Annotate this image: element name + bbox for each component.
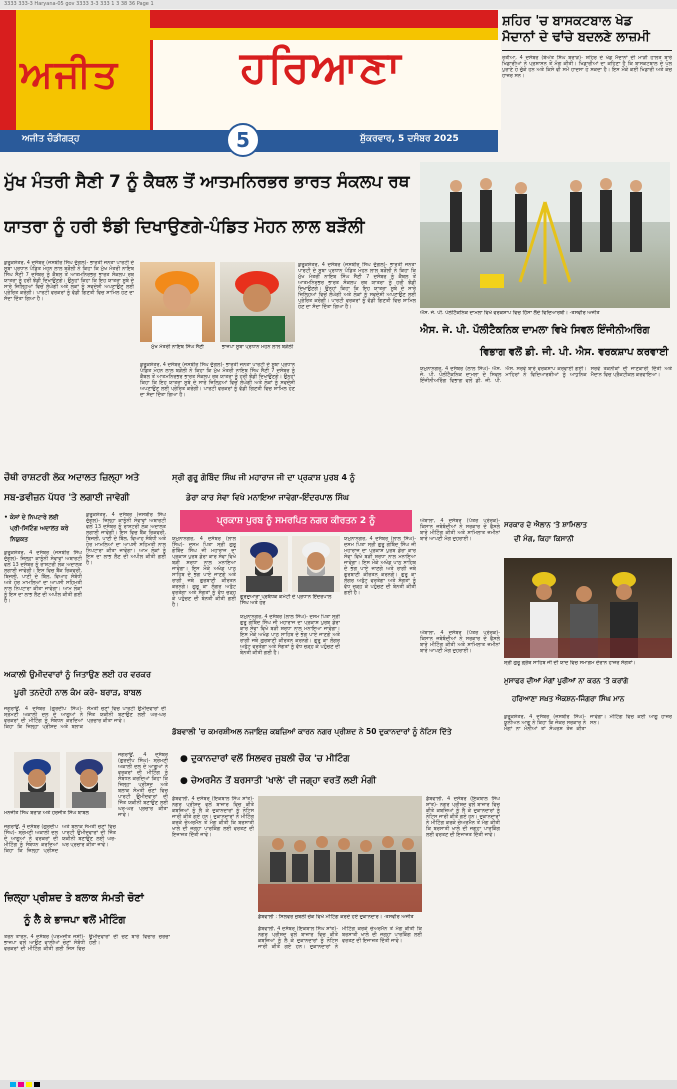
person-photo-icon — [240, 536, 288, 592]
headline-line-2: ਸਬ-ਡਵੀਜ਼ਨ ਪੱਧਰ 'ਤੇ ਲਗਾਈ ਜਾਵੇਗੀ — [4, 493, 130, 503]
subhead-line: • ਕੇਸਾਂ ਦੇ ਨਿਪਟਾਰੇ ਲਈ — [4, 514, 59, 521]
article-body: ਯਮੁਨਾਨਗਰ, 4 ਦਸੰਬਰ (ਲਾਲ ਸਿੰਘ)- ਦਸਮ ਪਿਤਾ ਸ੍ਰੀ ਗੁਰੂ ਗੋਬਿੰਦ ਸਿੰਘ ਜੀ ਮਹਾਰਾਜ ਦਾ ਪ੍ਰਕਾਸ਼ ਪੁਰਬ ਡੇਰਾ ਕਾਰ ਸੇਵਾ ਵਿਖੇ ਬੜੀ ਸ਼ਰਧਾ ਨਾਲ ਮਨਾਇਆ ਜਾਵੇਗਾ। ਇਸ ਮੌਕੇ ਅਖੰਡ ਪਾਠ ਸਾਹਿਬ ਦੇ ਭੋਗ ਪਾਏ ਜਾਣਗੇ ਅਤੇ ਰਾਗੀ ਜਥੇ ਗੁਰਬਾਣੀ ਕੀਰਤਨ ਕਰਨਗੇ। ਗੁਰੂ ਕਾ ਲੰਗਰ ਅਤੁੱਟ ਵਰਤੇਗਾ ਅਤੇ ਸੰਗਤਾਂ ਨੂੰ ਵੱਧ ਚੜ੍ਹ ਕੇ ਪਹੁੰਚਣ ਦੀ ਬੇਨਤੀ ਕੀਤੀ ਗਈ ਹੈ। — [172, 536, 236, 608]
article-body: ਕੁਰੂਕਸ਼ੇਤਰ, 4 ਦਸੰਬਰ (ਜਸਬੀਰ ਸਿੰਘ ਦੁੱਗਲ)- ਭਾਰਤੀ ਜਨਤਾ ਪਾਰਟੀ ਦੇ ਸੂਬਾ ਪ੍ਰਧਾਨ ਪੰਡਿਤ ਮੋਹਨ ਲਾਲ ਬੜੌਲੀ ਨੇ ਕਿਹਾ ਕਿ ਮੁੱਖ ਮੰਤਰੀ ਨਾਇਬ ਸਿੰਘ ਸੈਣੀ 7 ਦਸੰਬਰ ਨੂੰ ਕੈਥਲ ਤੋਂ ਆਤਮਨਿਰਭਰ ਭਾਰਤ ਸੰਕਲਪ ਰਥ ਯਾਤਰਾ ਨੂੰ ਹਰੀ ਝੰਡੀ ਦਿਖਾਉਣਗੇ। ਉਨ੍ਹਾਂ ਕਿਹਾ ਕਿ ਇਹ ਯਾਤਰਾ ਸੂਬੇ ਦੇ ਸਾਰੇ ਜ਼ਿਲ੍ਹਿਆਂ ਵਿਚੋਂ ਲੰਘੇਗੀ ਅਤੇ ਲੋਕਾਂ ਨੂੰ ਸਵਦੇਸ਼ੀ ਅਪਣਾਉਣ ਲਈ ਪ੍ਰੇਰਿਤ ਕਰੇਗੀ। ਪਾਰਟੀ ਵਰਕਰਾਂ ਨੂੰ ਵੱਡੀ ਗਿਣਤੀ ਵਿਚ ਸ਼ਾਮਿਲ ਹੋਣ ਦਾ ਸੱਦਾ ਦਿੱਤਾ ਗਿਆ ਹੈ। — [140, 362, 295, 398]
zila-headline — [4, 888, 170, 932]
bullet-line — [180, 748, 500, 770]
bullet-text: ਦੁਕਾਨਦਾਰਾਂ ਵਲੋਂ ਸਿਲਵਰ ਜੁਬਲੀ ਚੌਕ 'ਚ ਮੀਟਿੰਗ — [191, 754, 350, 764]
gurpurab-photo-1 — [240, 536, 288, 592]
gurpurab-banner — [180, 510, 412, 532]
article-body: ਕੁਰੂਕਸ਼ੇਤਰ, 4 ਦਸੰਬਰ (ਜਸਬੀਰ ਸਿੰਘ ਦੁੱਗਲ)- ਭਾਰਤੀ ਜਨਤਾ ਪਾਰਟੀ ਦੇ ਸੂਬਾ ਪ੍ਰਧਾਨ ਪੰਡਿਤ ਮੋਹਨ ਲਾਲ ਬੜੌਲੀ ਨੇ ਕਿਹਾ ਕਿ ਮੁੱਖ ਮੰਤਰੀ ਨਾਇਬ ਸਿੰਘ ਸੈਣੀ 7 ਦਸੰਬਰ ਨੂੰ ਕੈਥਲ ਤੋਂ ਆਤਮਨਿਰਭਰ ਭਾਰਤ ਸੰਕਲਪ ਰਥ ਯਾਤਰਾ ਨੂੰ ਹਰੀ ਝੰਡੀ ਦਿਖਾਉਣਗੇ। ਉਨ੍ਹਾਂ ਕਿਹਾ ਕਿ ਇਹ ਯਾਤਰਾ ਸੂਬੇ ਦੇ ਸਾਰੇ ਜ਼ਿਲ੍ਹਿਆਂ ਵਿਚੋਂ ਲੰਘੇਗੀ ਅਤੇ ਲੋਕਾਂ ਨੂੰ ਸਵਦੇਸ਼ੀ ਅਪਣਾਉਣ ਲਈ ਪ੍ਰੇਰਿਤ ਕਰੇਗੀ। ਪਾਰਟੀ ਵਰਕਰਾਂ ਨੂੰ ਵੱਡੀ ਗਿਣਤੀ ਵਿਚ ਸ਼ਾਮਿਲ ਹੋਣ ਦਾ ਸੱਦਾ ਦਿੱਤਾ ਗਿਆ ਹੈ। — [298, 262, 416, 310]
brand-haryana: ਹਰਿਆਣਾ — [240, 42, 402, 93]
headline-line-2: ਹਰਿਆਣਾ ਸਖ਼ਤ ਐਕਸ਼ਨ-ਜਿੰਗਰਾ ਸਿੰਘ ਮਾਨ — [512, 695, 625, 703]
headline-line-2: ਵਿਭਾਗ ਵਲੋਂ ਡੀ. ਜੀ. ਪੀ. ਐਸ. ਵਰਕਸ਼ਾਪ ਕਰਵਾਈ — [480, 347, 669, 358]
bullet-icon: ● — [180, 776, 191, 786]
samagam-photo — [504, 558, 672, 658]
photo-caption: ਮਨਜੀਤ ਸਿੰਘ ਬਰਾੜ ਅਤੇ ਹਰਜੀਤ ਸਿੰਘ ਬਾਬਲ — [4, 810, 89, 816]
cm-photo — [140, 262, 215, 342]
article-body: ਕੁਰੂਕਸ਼ੇਤਰ, 4 ਦਸੰਬਰ (ਜਸਬੀਰ ਸਿੰਘ)- ਯੂਨੀਅਨ ਆਗੂ ਨੇ ਕਿਹਾ ਕਿ ਜੇਕਰ ਸਰਕਾਰ ਨੇ ਮੰਗਾਂ ਨਾ ਮੰਨੀਆਂ ਤਾਂ ਸੰਘਰਸ਼ ਤੇਜ਼ ਕੀਤਾ ਜਾਵੇਗਾ। ਮੀਟਿੰਗ ਵਿਚ ਕਈ ਆਗੂ ਹਾਜ਼ਰ ਸਨ। — [504, 714, 672, 732]
headline-line-1: ਸ੍ਰੀ ਗੁਰੂ ਗੋਬਿੰਦ ਸਿੰਘ ਜੀ ਮਹਾਰਾਜ ਜੀ ਦਾ ਪ੍ਰਕਾਸ਼ ਪੁਰਬ 4 ਨੂੰ — [172, 473, 356, 482]
subhead-line: ਪ੍ਰੀ-ਸਿਟਿੰਗ ਅਦਾਲਤ ਕਰੇ — [10, 525, 69, 532]
photo-caption: ਭਾਜਪਾ ਸੂਬਾ ਪ੍ਰਧਾਨ ਮੋਹਨ ਲਾਲ ਬੜੌਲੀ — [221, 344, 294, 350]
gurpurab-body-mid — [240, 614, 340, 716]
article-body: ਅੰਬਾਲਾ, 4 ਦਸੰਬਰ (ਪੱਤਰ ਪ੍ਰੇਰਕ)- ਕਿਸਾਨ ਜਥੇਬੰਦੀਆਂ ਨੇ ਸਰਕਾਰ ਦੇ ਫੈਸਲੇ ਬਾਰੇ ਮੀਟਿੰਗ ਕੀਤੀ ਅਤੇ ਸ਼ਾਮਿਲਾਤ ਜ਼ਮੀਨਾਂ ਬਾਰੇ ਆਪਣੀ ਮੰਗ ਦੁਹਰਾਈ। — [420, 518, 500, 542]
headline-line-1: ਅਕਾਲੀ ਉਮੀਦਵਾਰਾਂ ਨੂੰ ਜਿਤਾਉਣ ਲਈ ਹਰ ਵਰਕਰ — [4, 670, 151, 679]
person-photo-icon — [292, 536, 340, 592]
page-number-badge — [226, 123, 260, 157]
subhead-line: ਨਿਯੁਕਤ — [10, 536, 29, 543]
lok-adalat-subhead — [4, 512, 82, 548]
article-body: ਕੁਰੂਕਸ਼ੇਤਰ, 4 ਦਸੰਬਰ (ਜਸਬੀਰ ਸਿੰਘ ਦੁੱਗਲ)- ਜ਼ਿਲ੍ਹਾ ਕਾਨੂੰਨੀ ਸੇਵਾਵਾਂ ਅਥਾਰਟੀ ਵਲੋਂ 13 ਦਸੰਬਰ ਨੂੰ ਰਾਸ਼ਟਰੀ ਲੋਕ ਅਦਾਲਤ ਲਗਾਈ ਜਾਵੇਗੀ। ਇਸ ਵਿਚ ਬੈਂਕ ਰਿਕਵਰੀ, ਬਿਜਲੀ, ਪਾਣੀ ਦੇ ਬਿੱਲ, ਵਿਆਹ ਸੰਬੰਧੀ ਅਤੇ ਹੋਰ ਮਾਮਲਿਆਂ ਦਾ ਆਪਸੀ ਸਹਿਮਤੀ ਨਾਲ ਨਿਪਟਾਰਾ ਕੀਤਾ ਜਾਵੇਗਾ। ਆਮ ਲੋਕਾਂ ਨੂੰ ਇਸ ਦਾ ਲਾਭ ਲੈਣ ਦੀ ਅਪੀਲ ਕੀਤੀ ਗਈ ਹੈ। — [86, 512, 166, 566]
article-body: ਯਮੁਨਾਨਗਰ, 4 ਦਸੰਬਰ (ਲਾਲ ਸਿੰਘ)- ਦਸਮ ਪਿਤਾ ਸ੍ਰੀ ਗੁਰੂ ਗੋਬਿੰਦ ਸਿੰਘ ਜੀ ਮਹਾਰਾਜ ਦਾ ਪ੍ਰਕਾਸ਼ ਪੁਰਬ ਡੇਰਾ ਕਾਰ ਸੇਵਾ ਵਿਖੇ ਬੜੀ ਸ਼ਰਧਾ ਨਾਲ ਮਨਾਇਆ ਜਾਵੇਗਾ। ਇਸ ਮੌਕੇ ਅਖੰਡ ਪਾਠ ਸਾਹਿਬ ਦੇ ਭੋਗ ਪਾਏ ਜਾਣਗੇ ਅਤੇ ਰਾਗੀ ਜਥੇ ਗੁਰਬਾਣੀ ਕੀਰਤਨ ਕਰਨਗੇ। ਗੁਰੂ ਕਾ ਲੰਗਰ ਅਤੁੱਟ ਵਰਤੇਗਾ ਅਤੇ ਸੰਗਤਾਂ ਨੂੰ ਵੱਧ ਚੜ੍ਹ ਕੇ ਪਹੁੰਚਣ ਦੀ ਬੇਨਤੀ ਕੀਤੀ ਗਈ ਹੈ। — [240, 614, 340, 656]
article-body: ਤਰਨ ਤਾਰਨ, 4 ਦਸੰਬਰ (ਪਰਮਜੀਤ ਜੋਸ਼ੀ)- ਭਾਜਪਾ ਵਲੋਂ ਆਉਣ ਵਾਲੀਆਂ ਚੋਣਾਂ ਸੰਬੰਧੀ ਵਰਕਰਾਂ ਦੀ ਮੀਟਿੰਗ ਕੀਤੀ ਗਈ ਜਿਸ ਵਿਚ ਉਮੀਦਵਾਰਾਂ ਦੀ ਚੋਣ ਬਾਰੇ ਵਿਚਾਰ ਚਰਚਾ ਹੋਈ। — [4, 934, 170, 952]
bullet-icon: ● — [180, 754, 191, 764]
headline-line-1: ਮੁਸਾਫਰ ਦੀਆਂ ਮੰਗਾਂ ਪੂਰੀਆਂ ਨਾ ਕਰਨ 'ਤੇ ਕਰਾਂਗੇ — [504, 677, 629, 685]
top-right-story — [502, 14, 672, 164]
headline-line-1: ਐਸ. ਜੇ. ਪੀ. ਪੌਲੀਟੈਕਨਿਕ ਦਾਮਲਾ ਵਿਖੇ ਸਿਵਲ ਇੰਜੀਨੀਅਰਿੰਗ — [420, 325, 650, 336]
photo-caption: ਗੁਰਦੁਆਰਾ ਪ੍ਰਬੰਧਕ ਕਮੇਟੀ ਦੇ ਪ੍ਰਧਾਨ ਇੰਦਰਪਾਲ ਸਿੰਘ ਅਤੇ ਹੋਰ — [240, 594, 332, 606]
headline-line-1: ਸਰਕਾਰ ਦੇ ਐਲਾਨ 'ਤੇ ਸ਼ਾਮਿਲਾਤ — [504, 521, 587, 529]
shop-bullets — [180, 748, 500, 792]
article-body: ਜਗਰਾਉਂ, 4 ਦਸੰਬਰ (ਗੁਰਦੀਪ ਸਿੰਘ)- ਸ਼੍ਰੋਮਣੀ ਅਕਾਲੀ ਦਲ ਦੇ ਆਗੂਆਂ ਨੇ ਵਰਕਰਾਂ ਦੀ ਮੀਟਿੰਗ ਨੂੰ ਸੰਬੋਧਨ ਕਰਦਿਆਂ ਕਿਹਾ ਕਿ ਜ਼ਿਲ੍ਹਾ ਪ੍ਰੀਸ਼ਦ ਅਤੇ ਬਲਾਕ ਸੰਮਤੀ ਚੋਣਾਂ ਵਿਚ ਪਾਰਟੀ ਉਮੀਦਵਾਰਾਂ ਦੀ ਜਿੱਤ ਯਕੀਨੀ ਬਣਾਉਣ ਲਈ ਘਰ-ਘਰ ਪ੍ਰਚਾਰ ਕੀਤਾ ਜਾਵੇ। — [4, 824, 116, 854]
akali-headline — [4, 666, 166, 704]
gurpurab-body-right — [344, 536, 416, 716]
headline-line-1: ਚੌਥੀ ਰਾਸ਼ਟਰੀ ਲੋਕ ਅਦਾਲਤ ਜ਼ਿਲ੍ਹਾ ਅਤੇ — [4, 473, 140, 483]
color-swatch — [34, 1082, 40, 1087]
photo-caption: ਮੁੱਖ ਮੰਤਰੀ ਨਾਇਬ ਸਿੰਘ ਸੈਣੀ — [151, 344, 204, 350]
article-body: ਯਮੁਨਾਨਗਰ, 4 ਦਸੰਬਰ (ਲਾਲ ਸਿੰਘ)- ਐਸ. ਜੇ. ਪੀ. ਪੌਲੀਟੈਕਨਿਕ ਦਾਮਲਾ ਦੇ ਸਿਵਲ ਇੰਜੀਨੀਅਰਿੰਗ ਵਿਭਾਗ ਵਲੋਂ ਡੀ. ਜੀ. ਪੀ. ਐਸ. ਸਰਵੇ ਬਾਰੇ ਵਰਕਸ਼ਾਪ ਕਰਵਾਈ ਗਈ। ਮਾਹਿਰਾਂ ਨੇ ਵਿਦਿਆਰਥੀਆਂ ਨੂੰ ਆਧੁਨਿਕ ਸਰਵੇ ਤਕਨੀਕਾਂ ਦੀ ਜਾਣਕਾਰੀ ਦਿੱਤੀ ਅਤੇ ਮੈਦਾਨ ਵਿਚ ਪ੍ਰੈਕਟੀਕਲ ਕਰਵਾਇਆ। — [420, 366, 672, 384]
article-body: ਜਗਰਾਉਂ, 4 ਦਸੰਬਰ (ਗੁਰਦੀਪ ਸਿੰਘ)- ਸ਼੍ਰੋਮਣੀ ਅਕਾਲੀ ਦਲ ਦੇ ਆਗੂਆਂ ਨੇ ਵਰਕਰਾਂ ਦੀ ਮੀਟਿੰਗ ਨੂੰ ਸੰਬੋਧਨ ਕਰਦਿਆਂ ਕਿਹਾ ਕਿ ਜ਼ਿਲ੍ਹਾ ਪ੍ਰੀਸ਼ਦ ਅਤੇ ਬਲਾਕ ਸੰਮਤੀ ਚੋਣਾਂ ਵਿਚ ਪਾਰਟੀ ਉਮੀਦਵਾਰਾਂ ਦੀ ਜਿੱਤ ਯਕੀਨੀ ਬਣਾਉਣ ਲਈ ਘਰ-ਘਰ ਪ੍ਰਚਾਰ ਕੀਤਾ ਜਾਵੇ। — [4, 706, 166, 730]
color-strip — [0, 1080, 677, 1089]
article-body: ਡੱਬਵਾਲੀ, 4 ਦਸੰਬਰ (ਇਕਬਾਲ ਸਿੰਘ ਸ਼ਾਂਤ)- ਨਗਰ ਪ੍ਰੀਸ਼ਦ ਵਲੋਂ ਬਾਜ਼ਾਰ ਵਿਚ ਕੀਤੇ ਕਬਜ਼ਿਆਂ ਨੂੰ ਲੈ ਕੇ ਦੁਕਾਨਦਾਰਾਂ ਨੂੰ ਨੋਟਿਸ ਜਾਰੀ ਕੀਤੇ ਗਏ ਹਨ। ਦੁਕਾਨਦਾਰਾਂ ਨੇ ਮੀਟਿੰਗ ਕਰਕੇ ਚੇਅਰਮੈਨ ਤੋਂ ਮੰਗ ਕੀਤੀ ਕਿ ਬਰਸਾਤੀ ਖਾਲੇ ਦੀ ਜਗ੍ਹਾ ਪਾਰਕਿੰਗ ਲਈ ਵਰਤਣ ਦੀ ਇਜਾਜ਼ਤ ਦਿੱਤੀ ਜਾਵੇ। — [172, 796, 254, 838]
zila-body — [4, 934, 170, 1074]
issue-date: ਸ਼ੁੱਕਰਵਾਰ, 5 ਦਸੰਬਰ 2025 — [360, 134, 459, 144]
headline-line-2: ਨੂੰ ਲੈ ਕੇ ਭਾਜਪਾ ਵਲੋਂ ਮੀਟਿੰਗ — [24, 915, 126, 926]
shop-headline — [172, 718, 500, 746]
article-body: ਯਮੁਨਾਨਗਰ, 4 ਦਸੰਬਰ (ਲਾਲ ਸਿੰਘ)- ਦਸਮ ਪਿਤਾ ਸ੍ਰੀ ਗੁਰੂ ਗੋਬਿੰਦ ਸਿੰਘ ਜੀ ਮਹਾਰਾਜ ਦਾ ਪ੍ਰਕਾਸ਼ ਪੁਰਬ ਡੇਰਾ ਕਾਰ ਸੇਵਾ ਵਿਖੇ ਬੜੀ ਸ਼ਰਧਾ ਨਾਲ ਮਨਾਇਆ ਜਾਵੇਗਾ। ਇਸ ਮੌਕੇ ਅਖੰਡ ਪਾਠ ਸਾਹਿਬ ਦੇ ਭੋਗ ਪਾਏ ਜਾਣਗੇ ਅਤੇ ਰਾਗੀ ਜਥੇ ਗੁਰਬਾਣੀ ਕੀਰਤਨ ਕਰਨਗੇ। ਗੁਰੂ ਕਾ ਲੰਗਰ ਅਤੁੱਟ ਵਰਤੇਗਾ ਅਤੇ ਸੰਗਤਾਂ ਨੂੰ ਵੱਧ ਚੜ੍ਹ ਕੇ ਪਹੁੰਚਣ ਦੀ ਬੇਨਤੀ ਕੀਤੀ ਗਈ ਹੈ। — [344, 536, 416, 596]
polytechnic-headline — [420, 320, 672, 364]
right-mid-headline — [504, 518, 672, 558]
headline-line-2: ਡੇਰਾ ਕਾਰ ਸੇਵਾ ਵਿਖੇ ਮਨਾਇਆ ਜਾਵੇਗਾ-ਇੰਦਰਪਾਲ ਸਿੰਘ — [186, 493, 349, 502]
akali-photo-1 — [14, 752, 60, 808]
headline-line-2: ਯਾਤਰਾ ਨੂੰ ਹਰੀ ਝੰਡੀ ਦਿਖਾਉਣਗੇ-ਪੰਡਿਤ ਮੋਹਨ ਲਾਲ ਬੜੌਲੀ — [4, 217, 365, 237]
article-body: ਡੱਬਵਾਲੀ, 4 ਦਸੰਬਰ (ਇਕਬਾਲ ਸਿੰਘ ਸ਼ਾਂਤ)- ਨਗਰ ਪ੍ਰੀਸ਼ਦ ਵਲੋਂ ਬਾਜ਼ਾਰ ਵਿਚ ਕੀਤੇ ਕਬਜ਼ਿਆਂ ਨੂੰ ਲੈ ਕੇ ਦੁਕਾਨਦਾਰਾਂ ਨੂੰ ਨੋਟਿਸ ਜਾਰੀ ਕੀਤੇ ਗਏ ਹਨ। ਦੁਕਾਨਦਾਰਾਂ ਨੇ ਮੀਟਿੰਗ ਕਰਕੇ ਚੇਅਰਮੈਨ ਤੋਂ ਮੰਗ ਕੀਤੀ ਕਿ ਬਰਸਾਤੀ ਖਾਲੇ ਦੀ ਜਗ੍ਹਾ ਪਾਰਕਿੰਗ ਲਈ ਵਰਤਣ ਦੀ ਇਜਾਜ਼ਤ ਦਿੱਤੀ ਜਾਵੇ। — [258, 926, 422, 950]
person-photo-icon — [14, 752, 60, 808]
gurpurab-photo-2 — [292, 536, 340, 592]
masthead-red-top — [150, 10, 498, 28]
lead-body-mid — [140, 362, 295, 460]
edition-label: ਅਜੀਤ ਚੰਡੀਗੜ੍ਹ — [22, 134, 80, 144]
right-bottom-body — [504, 714, 672, 1074]
lead-body-left — [4, 260, 134, 460]
page-number: 5 — [236, 128, 250, 152]
barauli-photo — [220, 262, 295, 342]
photo-caption: ਸ਼੍ਰੀ ਗੁਰੂ ਗ੍ਰੰਥ ਸਾਹਿਬ ਜੀ ਦੀ ਯਾਦ ਵਿਚ ਸਮਾਗਮ ਦੌਰਾਨ ਹਾਜ਼ਰ ਸੰਗਤਾਂ। — [504, 660, 636, 666]
akali-body-right — [118, 752, 168, 882]
article-body: ਡੱਬਵਾਲੀ, 4 ਦਸੰਬਰ (ਇਕਬਾਲ ਸਿੰਘ ਸ਼ਾਂਤ)- ਨਗਰ ਪ੍ਰੀਸ਼ਦ ਵਲੋਂ ਬਾਜ਼ਾਰ ਵਿਚ ਕੀਤੇ ਕਬਜ਼ਿਆਂ ਨੂੰ ਲੈ ਕੇ ਦੁਕਾਨਦਾਰਾਂ ਨੂੰ ਨੋਟਿਸ ਜਾਰੀ ਕੀਤੇ ਗਏ ਹਨ। ਦੁਕਾਨਦਾਰਾਂ ਨੇ ਮੀਟਿੰਗ ਕਰਕੇ ਚੇਅਰਮੈਨ ਤੋਂ ਮੰਗ ਕੀਤੀ ਕਿ ਬਰਸਾਤੀ ਖਾਲੇ ਦੀ ਜਗ੍ਹਾ ਪਾਰਕਿੰਗ ਲਈ ਵਰਤਣ ਦੀ ਇਜਾਜ਼ਤ ਦਿੱਤੀ ਜਾਵੇ। — [426, 796, 500, 838]
bullet-line — [180, 770, 500, 792]
lok-adalat-headline — [4, 468, 164, 508]
banner-text: ਪ੍ਰਕਾਸ਼ ਪੁਰਬ ਨੂੰ ਸਮਰਪਿਤ ਨਗਰ ਕੀਰਤਨ 2 ਨੂੰ — [216, 516, 376, 526]
headline-line-1: ਮੁੱਖ ਮੰਤਰੀ ਸੈਣੀ 7 ਨੂੰ ਕੈਥਲ ਤੋਂ ਆਤਮਨਿਰਭਰ ਭਾਰਤ ਸੰਕਲਪ ਰਥ — [4, 172, 410, 192]
gurpurab-headline — [172, 468, 416, 508]
right-mid-body-2 — [420, 630, 500, 730]
shop-meeting-photo — [258, 796, 422, 912]
akali-body — [4, 706, 166, 752]
polytechnic-body — [420, 366, 672, 516]
article-body: ਕੁਰੂਕਸ਼ੇਤਰ, 4 ਦਸੰਬਰ (ਜਸਬੀਰ ਸਿੰਘ ਦੁੱਗਲ)- ਭਾਰਤੀ ਜਨਤਾ ਪਾਰਟੀ ਦੇ ਸੂਬਾ ਪ੍ਰਧਾਨ ਪੰਡਿਤ ਮੋਹਨ ਲਾਲ ਬੜੌਲੀ ਨੇ ਕਿਹਾ ਕਿ ਮੁੱਖ ਮੰਤਰੀ ਨਾਇਬ ਸਿੰਘ ਸੈਣੀ 7 ਦਸੰਬਰ ਨੂੰ ਕੈਥਲ ਤੋਂ ਆਤਮਨਿਰਭਰ ਭਾਰਤ ਸੰਕਲਪ ਰਥ ਯਾਤਰਾ ਨੂੰ ਹਰੀ ਝੰਡੀ ਦਿਖਾਉਣਗੇ। ਉਨ੍ਹਾਂ ਕਿਹਾ ਕਿ ਇਹ ਯਾਤਰਾ ਸੂਬੇ ਦੇ ਸਾਰੇ ਜ਼ਿਲ੍ਹਿਆਂ ਵਿਚੋਂ ਲੰਘੇਗੀ ਅਤੇ ਲੋਕਾਂ ਨੂੰ ਸਵਦੇਸ਼ੀ ਅਪਣਾਉਣ ਲਈ ਪ੍ਰੇਰਿਤ ਕਰੇਗੀ। ਪਾਰਟੀ ਵਰਕਰਾਂ ਨੂੰ ਵੱਡੀ ਗਿਣਤੀ ਵਿਚ ਸ਼ਾਮਿਲ ਹੋਣ ਦਾ ਸੱਦਾ ਦਿੱਤਾ ਗਿਆ ਹੈ। — [4, 260, 134, 302]
color-swatch — [10, 1082, 16, 1087]
headline-line-2: ਪੂਰੀ ਤਨਦੇਹੀ ਨਾਲ ਕੰਮ ਕਰੇ- ਬਰਾੜ, ਬਾਬਲ — [14, 688, 142, 697]
lok-adalat-body-1 — [4, 550, 82, 662]
headline: ਮੈਦਾਨਾਂ ਦੇ ਢਾਂਚੇ ਬਦਲਣੇ ਲਾਜ਼ਮੀ — [502, 30, 650, 45]
polytechnic-photo — [420, 162, 670, 308]
headline-line-1: ਜ਼ਿਲ੍ਹਾ ਪ੍ਰੀਸ਼ਦ ਤੇ ਬਲਾਕ ਸੰਮਤੀ ਚੋਣਾਂ — [4, 893, 144, 904]
akali-photo-2 — [66, 752, 112, 808]
masthead — [0, 10, 498, 160]
right-bottom-headline — [504, 672, 672, 712]
shop-body-left — [172, 796, 254, 1074]
person-photo-icon — [140, 262, 215, 342]
headline-line: ਡੱਬਵਾਲੀ 'ਚ ਕਮਰਸ਼ੀਅਲ ਨਜਾਇਜ਼ ਕਬਜ਼ਿਆਂ ਕਾਰਨ ਨਗਰ ਪ੍ਰੀਸ਼ਦ ਨੇ 50 ਦੁਕਾਨਦਾਰਾਂ ਨੂੰ ਨੋਟਿਸ ਦਿੱਤੇ — [172, 727, 452, 736]
headline-line-2: ਦੀ ਮੰਗ, ਕਿਹਾ ਕਿਸਾਨੀ — [514, 535, 574, 543]
lok-adalat-body-2 — [86, 512, 166, 662]
print-strip: 3333 333-3 Haryana-05 gov 3333 3-3 333 1 3 38 36 Page 1 — [0, 0, 677, 9]
article-body: ਰਤੀਆ, 4 ਦਸੰਬਰ (ਬੇਅੰਤ ਸਿੰਘ ਬਰਾੜ)- ਸ਼ਹਿਰ ਦੇ ਖੇਡ ਮੈਦਾਨਾਂ ਦੀ ਮਾੜੀ ਹਾਲਤ ਬਾਰੇ ਖਿਡਾਰੀਆਂ ਨੇ ਪ੍ਰਸ਼ਾਸਨ ਤੋਂ ਮੰਗ ਕੀਤੀ। ਖਿਡਾਰੀਆਂ ਦਾ ਕਹਿਣਾ ਹੈ ਕਿ ਬਾਸਕਟਬਾਲ ਦੇ ਪੋਲ ਪੁਰਾਣੇ ਹੋ ਚੁੱਕੇ ਹਨ ਅਤੇ ਕਿਸੇ ਵੀ ਸਮੇਂ ਹਾਦਸਾ ਹੋ ਸਕਦਾ ਹੈ। ਇਸ ਮੌਕੇ ਕਈ ਖਿਡਾਰੀ ਅਤੇ ਕੋਚ ਹਾਜ਼ਰ ਸਨ। — [502, 55, 672, 79]
group-photo-icon — [420, 162, 670, 308]
lead-body-right — [298, 262, 416, 460]
group-photo-icon — [258, 796, 422, 912]
photo-caption: ਡੱਬਵਾਲੀ : ਸਿਲਵਰ ਜੁਬਲੀ ਚੌਕ ਵਿਖੇ ਮੀਟਿੰਗ ਕਰਦੇ ਹੋਏ ਦੁਕਾਨਦਾਰ। -ਤਸਵੀਰ ਅਜੀਤ — [258, 914, 414, 920]
masthead-red-left — [0, 10, 16, 137]
article-body: ਅੰਬਾਲਾ, 4 ਦਸੰਬਰ (ਪੱਤਰ ਪ੍ਰੇਰਕ)- ਕਿਸਾਨ ਜਥੇਬੰਦੀਆਂ ਨੇ ਸਰਕਾਰ ਦੇ ਫੈਸਲੇ ਬਾਰੇ ਮੀਟਿੰਗ ਕੀਤੀ ਅਤੇ ਸ਼ਾਮਿਲਾਤ ਜ਼ਮੀਨਾਂ ਬਾਰੇ ਆਪਣੀ ਮੰਗ ਦੁਹਰਾਈ। — [420, 630, 500, 654]
color-swatch — [18, 1082, 24, 1087]
bullet-text: ਚੇਅਰਮੈਨ ਤੋਂ ਬਰਸਾਤੀ 'ਖਾਲੇ' ਦੀ ਜਗ੍ਹਾ ਵਰਤੋਂ ਲਈ ਮੰਗੀ — [191, 776, 377, 786]
akali-body-below — [4, 824, 116, 884]
group-photo-icon — [504, 558, 672, 658]
article-body: ਕੁਰੂਕਸ਼ੇਤਰ, 4 ਦਸੰਬਰ (ਜਸਬੀਰ ਸਿੰਘ ਦੁੱਗਲ)- ਜ਼ਿਲ੍ਹਾ ਕਾਨੂੰਨੀ ਸੇਵਾਵਾਂ ਅਥਾਰਟੀ ਵਲੋਂ 13 ਦਸੰਬਰ ਨੂੰ ਰਾਸ਼ਟਰੀ ਲੋਕ ਅਦਾਲਤ ਲਗਾਈ ਜਾਵੇਗੀ। ਇਸ ਵਿਚ ਬੈਂਕ ਰਿਕਵਰੀ, ਬਿਜਲੀ, ਪਾਣੀ ਦੇ ਬਿੱਲ, ਵਿਆਹ ਸੰਬੰਧੀ ਅਤੇ ਹੋਰ ਮਾਮਲਿਆਂ ਦਾ ਆਪਸੀ ਸਹਿਮਤੀ ਨਾਲ ਨਿਪਟਾਰਾ ਕੀਤਾ ਜਾਵੇਗਾ। ਆਮ ਲੋਕਾਂ ਨੂੰ ਇਸ ਦਾ ਲਾਭ ਲੈਣ ਦੀ ਅਪੀਲ ਕੀਤੀ ਗਈ ਹੈ। — [4, 550, 82, 604]
headline: ਸ਼ਹਿਰ 'ਚ ਬਾਸਕਟਬਾਲ ਖੇਡ — [502, 14, 633, 29]
photo-caption: ਐਸ. ਜੇ. ਪੀ. ਪੌਲੀਟੈਕਨਿਕ ਦਾਮਲਾ ਵਿਖੇ ਵਰਕਸ਼ਾਪ ਵਿਚ ਹਿੱਸਾ ਲੈਂਦੇ ਵਿਦਿਆਰਥੀ। -ਤਸਵੀਰ ਅਜੀਤ — [420, 310, 600, 316]
right-mid-body-1 — [420, 518, 500, 628]
lead-headline — [4, 160, 416, 258]
person-photo-icon — [66, 752, 112, 808]
shop-body-right — [426, 796, 500, 1074]
divider — [502, 50, 672, 51]
brand-ajit: ਅਜੀਤ — [20, 52, 120, 96]
gurpurab-body-left — [172, 536, 236, 716]
shop-body-mid — [258, 926, 422, 1074]
color-swatch — [26, 1082, 32, 1087]
article-body: ਜਗਰਾਉਂ, 4 ਦਸੰਬਰ (ਗੁਰਦੀਪ ਸਿੰਘ)- ਸ਼੍ਰੋਮਣੀ ਅਕਾਲੀ ਦਲ ਦੇ ਆਗੂਆਂ ਨੇ ਵਰਕਰਾਂ ਦੀ ਮੀਟਿੰਗ ਨੂੰ ਸੰਬੋਧਨ ਕਰਦਿਆਂ ਕਿਹਾ ਕਿ ਜ਼ਿਲ੍ਹਾ ਪ੍ਰੀਸ਼ਦ ਅਤੇ ਬਲਾਕ ਸੰਮਤੀ ਚੋਣਾਂ ਵਿਚ ਪਾਰਟੀ ਉਮੀਦਵਾਰਾਂ ਦੀ ਜਿੱਤ ਯਕੀਨੀ ਬਣਾਉਣ ਲਈ ਘਰ-ਘਰ ਪ੍ਰਚਾਰ ਕੀਤਾ ਜਾਵੇ। — [118, 752, 168, 818]
person-photo-icon — [220, 262, 295, 342]
